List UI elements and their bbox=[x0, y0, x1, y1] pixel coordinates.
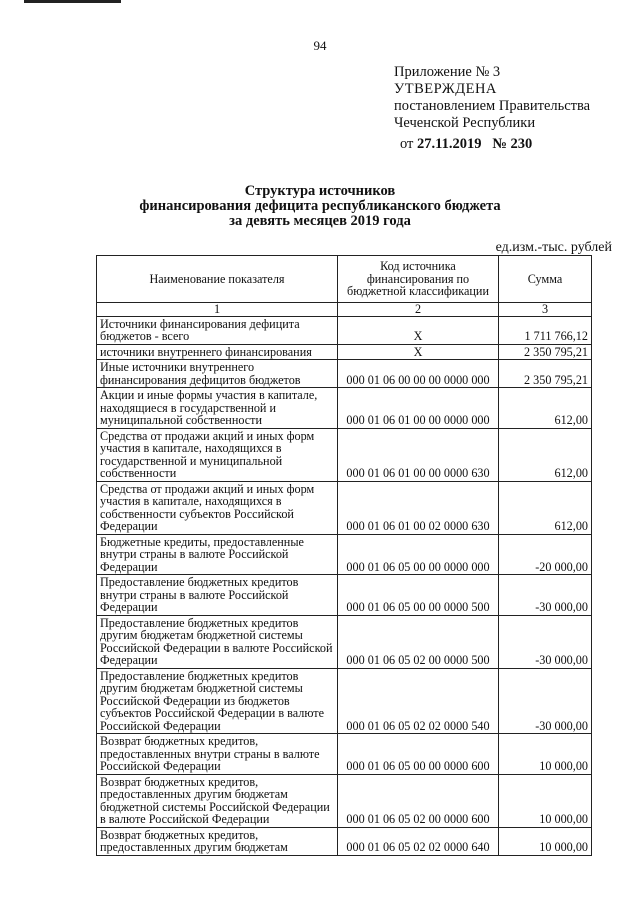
row-sum: 2 350 795,21 bbox=[499, 344, 592, 360]
row-name: Возврат бюджетных кредитов, предоставленных внутри страны в валюте Российской Федерации bbox=[97, 734, 338, 775]
header-code: Код источника финансирования по бюджетной классификации bbox=[338, 256, 499, 303]
table-row bbox=[97, 388, 592, 429]
row-name: Предоставление бюджетных кредитов внутри страны в валюте Российской Федерации bbox=[97, 575, 338, 616]
row-name: Источники финансирования дефицита бюджетов - всего bbox=[97, 316, 338, 344]
row-sum: 612,00 bbox=[499, 388, 592, 429]
row-name: Средства от продажи акций и иных форм участия в капитале, находящихся в государственной и муниципальной собственности bbox=[97, 428, 338, 481]
row-code: 000 01 06 05 00 00 0000 000 bbox=[338, 534, 499, 575]
title-line-3: за девять месяцев 2019 года bbox=[229, 213, 411, 229]
table-row bbox=[97, 827, 592, 855]
col-number-3: 3 bbox=[499, 302, 592, 316]
row-name: Возврат бюджетных кредитов, предоставленных другим бюджетам бюджетной системы Российской Федерации в валюте Российской Федерации bbox=[97, 774, 338, 827]
row-code: 000 01 06 01 00 00 0000 630 bbox=[338, 428, 499, 481]
row-name: Акции и иные формы участия в капитале, находящиеся в государственной и муниципальной собственности bbox=[97, 388, 338, 429]
row-name: Предоставление бюджетных кредитов другим бюджетам бюджетной системы Российской Федерации из бюджетов субъектов Российской Федерации в валюте Российской Федерации bbox=[97, 668, 338, 734]
table-row bbox=[97, 668, 592, 734]
table-row bbox=[97, 615, 592, 668]
order-prefix: от bbox=[400, 136, 414, 152]
table-row bbox=[97, 575, 592, 616]
row-code: 000 01 06 05 00 00 0000 500 bbox=[338, 575, 499, 616]
row-name: Бюджетные кредиты, предоставленные внутри страны в валюте Российской Федерации bbox=[97, 534, 338, 575]
row-sum: 612,00 bbox=[499, 428, 592, 481]
header-sum: Сумма bbox=[499, 256, 592, 303]
order-number: № 230 bbox=[492, 136, 533, 152]
col-number-2: 2 bbox=[338, 302, 499, 316]
table-body bbox=[97, 316, 592, 855]
row-sum: -20 000,00 bbox=[499, 534, 592, 575]
title-line-2: финансирования дефицита республиканского бюджета bbox=[139, 198, 501, 214]
row-sum: 10 000,00 bbox=[499, 827, 592, 855]
government-label: Чеченской Республики bbox=[394, 115, 536, 131]
table-row bbox=[97, 316, 592, 344]
row-sum: 10 000,00 bbox=[499, 774, 592, 827]
table-row bbox=[97, 734, 592, 775]
approval-block bbox=[394, 64, 590, 153]
table-row bbox=[97, 534, 592, 575]
table-row bbox=[97, 344, 592, 360]
col-number-1: 1 bbox=[97, 302, 338, 316]
approved-label: УТВЕРЖДЕНА bbox=[394, 81, 497, 97]
row-code: 000 01 06 05 02 00 0000 600 bbox=[338, 774, 499, 827]
column-number-row bbox=[97, 302, 592, 316]
table-row bbox=[97, 481, 592, 534]
row-code: 000 01 06 01 00 02 0000 630 bbox=[338, 481, 499, 534]
order-line bbox=[400, 136, 590, 153]
row-sum: -30 000,00 bbox=[499, 668, 592, 734]
row-name: Предоставление бюджетных кредитов другим бюджетам бюджетной системы Российской Федерации в валюте Российской Федерации bbox=[97, 615, 338, 668]
row-code: 000 01 06 05 02 00 0000 500 bbox=[338, 615, 499, 668]
table-row bbox=[97, 360, 592, 388]
row-sum: 1 711 766,12 bbox=[499, 316, 592, 344]
title-line-1: Структура источников bbox=[244, 183, 396, 199]
row-code: 000 01 06 05 00 00 0000 600 bbox=[338, 734, 499, 775]
row-sum: 612,00 bbox=[499, 481, 592, 534]
header-row bbox=[97, 256, 592, 303]
row-code: 000 01 06 01 00 00 0000 000 bbox=[338, 388, 499, 429]
page-number: 94 bbox=[313, 38, 327, 53]
document-title bbox=[0, 184, 640, 229]
row-code: 000 01 06 05 02 02 0000 640 bbox=[338, 827, 499, 855]
top-rule bbox=[24, 0, 121, 3]
row-name: источники внутреннего финансирования bbox=[97, 344, 338, 360]
row-code: 000 01 06 05 02 02 0000 540 bbox=[338, 668, 499, 734]
row-name: Средства от продажи акций и иных форм участия в капитале, находящихся в собственности субъектов Российской Федерации bbox=[97, 481, 338, 534]
table-row bbox=[97, 428, 592, 481]
row-code: X bbox=[338, 344, 499, 360]
row-code: X bbox=[338, 316, 499, 344]
row-sum: 10 000,00 bbox=[499, 734, 592, 775]
unit-label: ед.изм.-тыс. рублей bbox=[495, 240, 612, 255]
decree-label: постановлением Правительства bbox=[394, 98, 591, 114]
deficit-sources-table bbox=[96, 255, 592, 856]
row-code: 000 01 06 00 00 00 0000 000 bbox=[338, 360, 499, 388]
row-sum: -30 000,00 bbox=[499, 615, 592, 668]
header-name: Наименование показателя bbox=[97, 256, 338, 303]
row-name: Возврат бюджетных кредитов, предоставленных другим бюджетам bbox=[97, 827, 338, 855]
row-sum: -30 000,00 bbox=[499, 575, 592, 616]
table-row bbox=[97, 774, 592, 827]
row-sum: 2 350 795,21 bbox=[499, 360, 592, 388]
row-name: Иные источники внутреннего финансирования дефицитов бюджетов bbox=[97, 360, 338, 388]
order-date: 27.11.2019 bbox=[417, 136, 482, 152]
appendix-label: Приложение № 3 bbox=[394, 64, 501, 80]
